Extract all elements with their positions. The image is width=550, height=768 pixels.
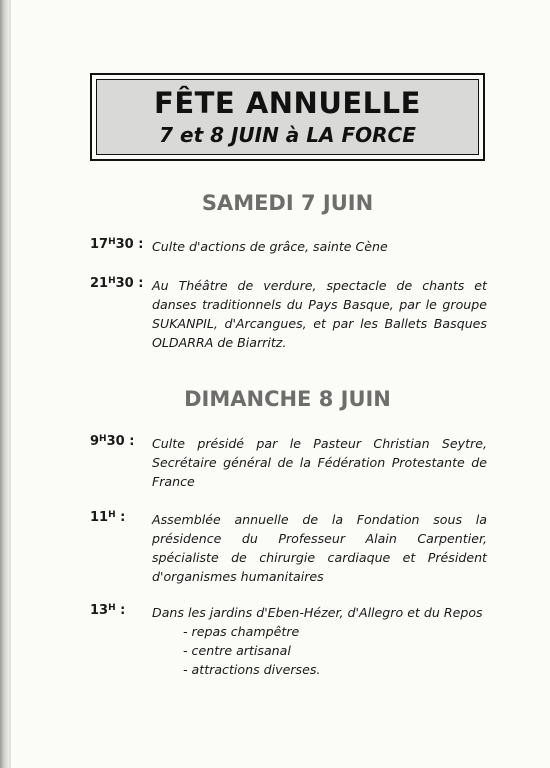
activity-list <box>152 622 487 679</box>
time-h-marker: H <box>108 510 116 520</box>
day-heading-sunday: DIMANCHE 8 JUIN <box>184 387 391 411</box>
binding-spine-shadow <box>0 0 9 768</box>
time-hour: 13 <box>90 603 109 618</box>
event-time <box>90 237 143 252</box>
day-heading-saturday: SAMEDI 7 JUIN <box>201 191 374 215</box>
time-hour: 17 <box>90 237 109 252</box>
event-description: Culte présidé par le Pasteur Christian Seytre, Secrétaire général de la Fédération Protestante de France <box>152 436 487 489</box>
time-h-marker: H <box>108 237 116 247</box>
page-subtitle: 7 et 8 JUIN à LA FORCE <box>159 123 416 147</box>
time-minutes: 30 : <box>115 276 144 291</box>
event-time <box>90 434 134 449</box>
title-box <box>90 73 485 161</box>
list-item: - repas champêtre <box>183 624 300 639</box>
list-item: - attractions diverses. <box>183 662 321 677</box>
time-minutes: 30 : <box>115 237 144 252</box>
event-time <box>90 510 125 525</box>
time-hour: 21 <box>90 276 109 291</box>
time-h-marker: H <box>108 603 116 613</box>
time-hour: 9 <box>90 434 100 449</box>
event-time <box>90 276 143 291</box>
title-banner <box>96 79 479 155</box>
event-description: Assemblée annuelle de la Fondation sous la présidence du Professeur Alain Carpentier, spécialiste de chirurgie cardiaque et Président d'organismes humanitaires <box>152 512 487 584</box>
event-description <box>152 603 487 679</box>
time-minutes: : <box>115 603 126 618</box>
time-minutes: : <box>115 510 126 525</box>
time-h-marker: H <box>99 434 107 444</box>
event-description: Culte d'actions de grâce, sainte Cène <box>152 239 388 254</box>
event-text: Dans les jardins d'Eben-Hézer, d'Allegro et du Repos <box>152 605 483 620</box>
time-minutes: 30 : <box>106 434 135 449</box>
time-h-marker: H <box>108 276 116 286</box>
event-time <box>90 603 125 618</box>
page-edge <box>9 0 11 768</box>
event-description: Au Théâtre de verdure, spectacle de chants et danses traditionnels du Pays Basque, par le groupe SUKANPIL, d'Arcangues, et par les Ballets Basques OLDARRA de Biarritz. <box>152 278 487 350</box>
page-title: FÊTE ANNUELLE <box>154 86 421 120</box>
time-hour: 11 <box>90 510 109 525</box>
list-item: - centre artisanal <box>183 643 291 658</box>
